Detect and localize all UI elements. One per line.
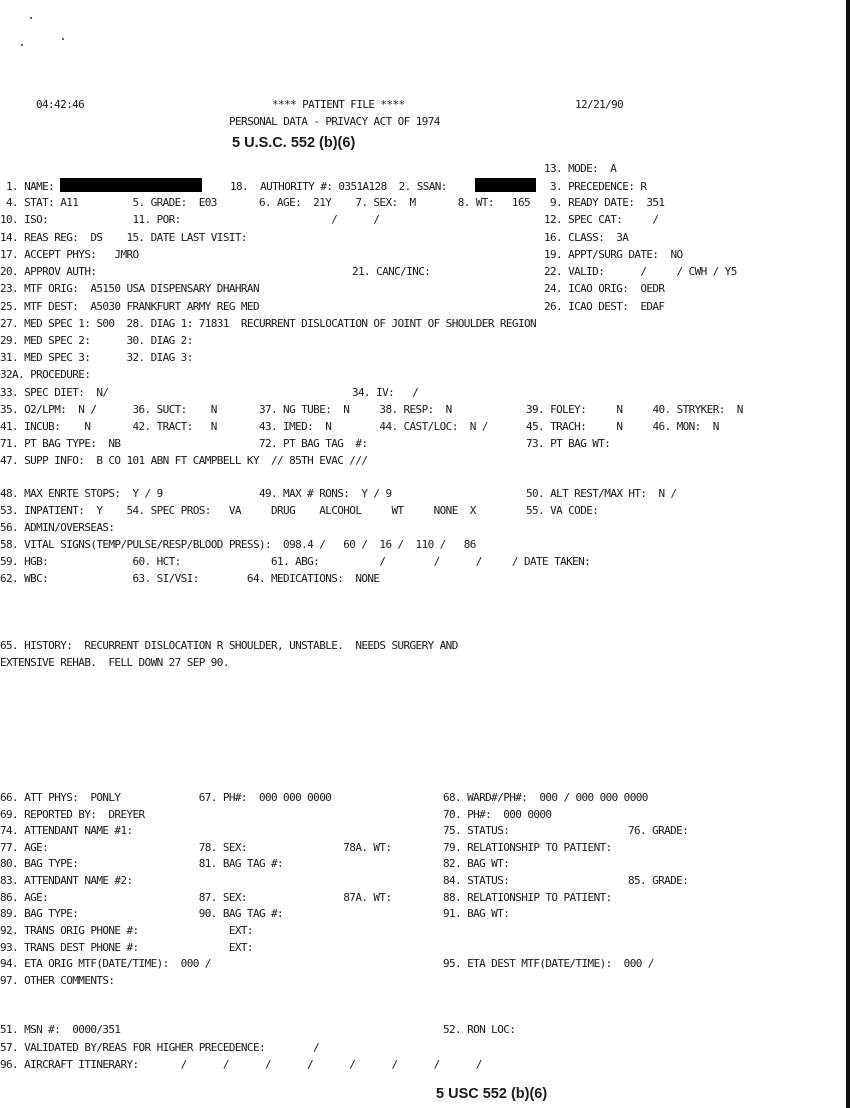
scan-edge: [846, 0, 850, 1108]
field-17: 17. ACCEPT PHYS: JMRO: [0, 248, 139, 261]
field-19: 19. APPT/SURG DATE: NO: [544, 248, 683, 261]
field-51: 51. MSN #: 0000/351: [0, 1023, 121, 1036]
exemption-stamp-bottom: 5 USC 552 (b)(6): [436, 1086, 548, 1102]
print-time: 04:42:46: [36, 98, 85, 111]
field-16: 16. CLASS: 3A: [544, 231, 629, 244]
field-65-line2: EXTENSIVE REHAB. FELL DOWN 27 SEP 90.: [0, 656, 229, 669]
field-89: 89. BAG TYPE: 90. BAG TAG #:: [0, 907, 284, 920]
field-85: 85. GRADE:: [628, 874, 689, 887]
field-1: 1. NAME:: [0, 180, 55, 193]
field-62: 62. WBC: 63. SI/VSI: 64. MEDICATIONS: NONE: [0, 572, 380, 585]
scan-speck: [30, 17, 32, 19]
field-20: 20. APPROV AUTH:: [0, 265, 97, 278]
field-13: 13. MODE: A: [544, 162, 617, 175]
field-10: 10. ISO: 11. POR: / /: [0, 213, 380, 226]
field-18: 18. AUTHORITY #: 0351A128 2. SSAN:: [230, 180, 447, 193]
redaction-name: [60, 178, 202, 192]
field-4: 4. STAT: A11 5. GRADE: E03 6. AGE: 21Y 7. SEX: M 8. WT: 165: [0, 196, 530, 209]
field-59: 59. HGB: 60. HCT: 61. ABG: / / / / DATE TAKEN:: [0, 555, 591, 568]
redaction-ssan: [475, 178, 536, 192]
scan-speck: [62, 38, 64, 40]
field-83: 83. ATTENDANT NAME #2:: [0, 874, 133, 887]
field-34: 34. IV: /: [352, 386, 419, 399]
field-22: 22. VALID: / / CWH / Y5: [544, 265, 737, 278]
field-55: 55. VA CODE:: [526, 504, 599, 517]
field-14: 14. REAS REG: DS 15. DATE LAST VISIT:: [0, 231, 247, 244]
field-25: 25. MTF DEST: A5030 FRANKFURT ARMY REG MED: [0, 300, 259, 313]
field-48: 48. MAX ENRTE STOPS: Y / 9 49. MAX # RONS: Y / 9: [0, 487, 392, 500]
field-80: 80. BAG TYPE: 81. BAG TAG #:: [0, 857, 284, 870]
field-33: 33. SPEC DIET: N/: [0, 386, 109, 399]
field-50: 50. ALT REST/MAX HT: N /: [526, 487, 677, 500]
field-52: 52. RON LOC:: [443, 1023, 516, 1036]
print-date: 12/21/90: [575, 98, 624, 111]
field-41: 41. INCUB: N 42. TRACT: N 43. IMED: N 44. CAST/LOC: N /: [0, 420, 488, 433]
field-65-line1: 65. HISTORY: RECURRENT DISLOCATION R SHOULDER, UNSTABLE. NEEDS SURGERY AND: [0, 639, 458, 652]
field-27: 27. MED SPEC 1: S00 28. DIAG 1: 71831 RECURRENT DISLOCATION OF JOINT OF SHOULDER REGION: [0, 317, 537, 330]
field-93: 93. TRANS DEST PHONE #: EXT:: [0, 941, 253, 954]
field-92: 92. TRANS ORIG PHONE #: EXT:: [0, 924, 253, 937]
field-77: 77. AGE: 78. SEX: 78A. WT:: [0, 841, 392, 854]
field-21: 21. CANC/INC:: [352, 265, 431, 278]
page-subtitle: PERSONAL DATA - PRIVACY ACT OF 1974: [229, 115, 440, 128]
field-74: 74. ATTENDANT NAME #1:: [0, 824, 133, 837]
field-68: 68. WARD#/PH#: 000 / 000 000 0000: [443, 791, 648, 804]
field-75: 75. STATUS:: [443, 824, 510, 837]
field-96: 96. AIRCRAFT ITINERARY: / / / / / / / /: [0, 1058, 482, 1071]
field-58: 58. VITAL SIGNS(TEMP/PULSE/RESP/BLOOD PRESS): 098.4 / 60 / 16 / 110 / 86: [0, 538, 476, 551]
field-97: 97. OTHER COMMENTS:: [0, 974, 115, 987]
field-31: 31. MED SPEC 3: 32. DIAG 3:: [0, 351, 193, 364]
field-39: 39. FOLEY: N 40. STRYKER: N: [526, 403, 743, 416]
field-29: 29. MED SPEC 2: 30. DIAG 2:: [0, 334, 193, 347]
field-76: 76. GRADE:: [628, 824, 689, 837]
field-91: 91. BAG WT:: [443, 907, 510, 920]
field-56: 56. ADMIN/OVERSEAS:: [0, 521, 115, 534]
field-94: 94. ETA ORIG MTF(DATE/TIME): 000 /: [0, 957, 211, 970]
exemption-stamp-top: 5 U.S.C. 552 (b)(6): [232, 135, 356, 151]
field-35: 35. O2/LPM: N / 36. SUCT: N 37. NG TUBE: N 38. RESP: N: [0, 403, 452, 416]
field-57: 57. VALIDATED BY/REAS FOR HIGHER PRECEDENCE: /: [0, 1041, 320, 1054]
field-70: 70. PH#: 000 0000: [443, 808, 552, 821]
page-title: **** PATIENT FILE ****: [272, 98, 405, 111]
field-71: 71. PT BAG TYPE: NB 72. PT BAG TAG #:: [0, 437, 368, 450]
field-79: 79. RELATIONSHIP TO PATIENT:: [443, 841, 612, 854]
field-86: 86. AGE: 87. SEX: 87A. WT:: [0, 891, 392, 904]
field-23: 23. MTF ORIG: A5150 USA DISPENSARY DHAHRAN: [0, 282, 259, 295]
field-66: 66. ATT PHYS: PONLY 67. PH#: 000 000 0000: [0, 791, 332, 804]
field-3: 3. PRECEDENCE: R: [544, 180, 647, 193]
field-9: 9. READY DATE: 351: [544, 196, 665, 209]
field-24: 24. ICAO ORIG: OEDR: [544, 282, 665, 295]
field-45: 45. TRACH: N 46. MON: N: [526, 420, 719, 433]
field-32a: 32A. PROCEDURE:: [0, 368, 91, 381]
field-88: 88. RELATIONSHIP TO PATIENT:: [443, 891, 612, 904]
field-82: 82. BAG WT:: [443, 857, 510, 870]
field-84: 84. STATUS:: [443, 874, 510, 887]
field-69: 69. REPORTED BY: DREYER: [0, 808, 145, 821]
field-53: 53. INPATIENT: Y 54. SPEC PROS: VA DRUG ALCOHOL WT NONE X: [0, 504, 476, 517]
field-95: 95. ETA DEST MTF(DATE/TIME): 000 /: [443, 957, 654, 970]
scan-speck: [21, 44, 23, 46]
field-26: 26. ICAO DEST: EDAF: [544, 300, 665, 313]
field-12: 12. SPEC CAT: /: [544, 213, 659, 226]
field-73: 73. PT BAG WT:: [526, 437, 611, 450]
field-47: 47. SUPP INFO: B CO 101 ABN FT CAMPBELL KY // 85TH EVAC ///: [0, 454, 368, 467]
